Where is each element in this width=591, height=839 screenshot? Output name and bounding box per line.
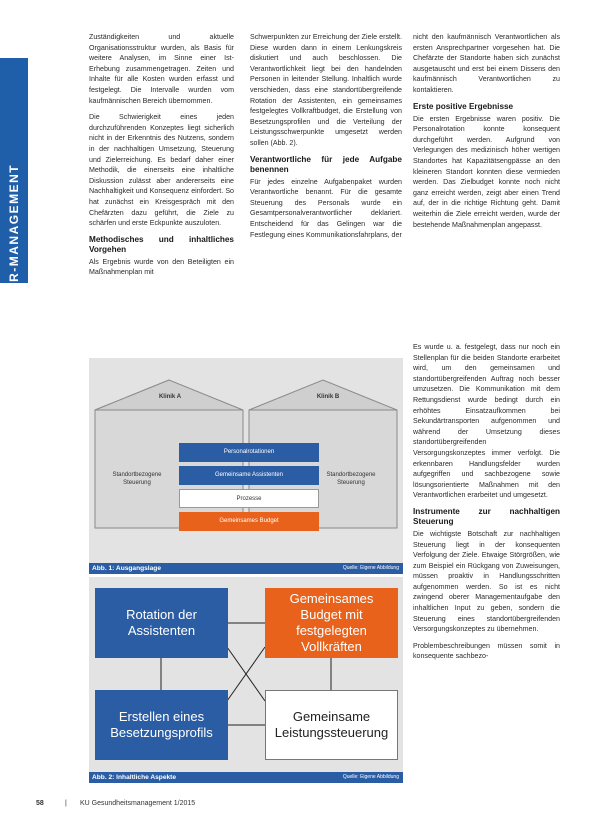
- bar-budget: Gemeinsames Budget: [179, 512, 319, 531]
- footer-separator: |: [65, 800, 67, 807]
- figure-2-caption-bar: [89, 772, 403, 783]
- section-heading: Instrumente zur nachhaltigen Steuerung: [413, 506, 560, 526]
- figure-1-caption: Abb. 1: Ausgangslage: [92, 565, 161, 572]
- paragraph: Es wurde u. a. festgelegt, dass nur noch ein Stellenplan für die beiden Standorte erarbeitet wird, um den gemeinsamen und standortübergreifenden Auftrag noch besser umzusetzen. Die Kommunikation mit dem Rettungsdienst wurde bedingt durch ein erhöhtes Einsatzaufkommen bei Sekundärtransporten aufgenommen und während der Umsetzung dieses standortübergreifenden Versorgungskonzeptes immer verfolgt. Die erkennbaren Handlungsfelder wurden aufgegriffen und sachbezogene sowie lösungsorientierte Maßnahmen mit den Verantwortlichen erarbeitet und umgesetzt.: [413, 343, 560, 500]
- paragraph: Die wichtigste Botschaft zur nachhaltigen Steuerung liegt in der konsequenten Verfolgung der Ziele. Etwaige Störgrößen, wie zum Beispiel ein Rückgang von Zuweisungen, müssen proaktiv in Handlungsschritten aufgenommen werden. So ist es nicht zwingend oberer Managementaufgabe den inhaltlichen Input zu geben, sondern die Steuerung eines standortübergreifenden Versorgungskonzeptes zu übernehmen.: [413, 529, 560, 634]
- aspect-budget: Gemeinsames Budget mit festgelegten Vollkräften: [265, 588, 398, 658]
- paragraph: Schwerpunkten zur Erreichung der Ziele erstellt. Diese wurden dann in einem Lenkungskreis diskutiert und auch beschlossen. Die Verantwortlichkeit liegt bei den handelnden Personen in leitender Stellung. Inhaltlich wurde verschieden, dass eine standortübergreifende Rotation der Assistenten, ein gemeinsames festgelegtes Vollkraftbudget, die Erstellung von Besetzungsprofilen und die Verteilung der Leistungsschwerpunkte umgesetzt werden sollen (Abb. 2).: [250, 33, 402, 147]
- aspect-rotation: Rotation der Assistenten: [95, 588, 228, 658]
- figure-2: [89, 577, 403, 772]
- figure-1-source: Quelle: Eigene Abbildung: [342, 565, 399, 571]
- publication-name: KU Gesundheitsmanagement 1/2015: [80, 800, 196, 807]
- paragraph: Für jedes einzelne Aufgabenpaket wurden Verantwortliche benannt. Für die gesamte Steuerung des Personals wurde ein Gesamtpersonalverantwortlicher deklariert. Entscheidend für das Gelingen war die Festlegung eines Kommunikationsfahrplans, der: [250, 177, 402, 239]
- section-heading: Erste positive Ergebnisse: [413, 101, 514, 111]
- klinik-a-label: Klinik A: [158, 394, 182, 400]
- figure-2-caption: Abb. 2: Inhaltliche Aspekte: [92, 774, 177, 781]
- paragraph: Die Schwierigkeit eines jeden durchzuführenden Konzeptes liegt sicherlich nicht in der Erkenntnis des Nutzens, sondern in der nachhaltigen Umsetzung, Steuerung und Zielerreichung. Es bedarf daher einer Methodik, die einerseits eine inhaltliche Diskussion zulässt aber andererseits eine Nachhaltigkeit und Konsequenz einfordert. So hat zunächst ein Kreisgespräch mit den Chefärzten dazu geführt, die Ziele zu schärfen und erste Eckpunkte auszuloten.: [89, 113, 234, 228]
- figure-1-caption-bar: [89, 563, 403, 574]
- paragraph: Die ersten Ergebnisse waren positiv. Die Personalrotation konnte konsequent durchgeführt werden. Aufgrund von Verlegungen des medizinisch höher wertigen Standortes hat Kapazitätsengpässe an den kleineren Standort konnten diese vermieden werden. Das Zielbudget konnte noch nicht ganz erreicht werden, zeigt aber einen Trend auf, der in die richtige Richtung geht. Damit weiterhin die Ziele erreicht werden, wurde der bestehende Maßnahmenplan angepasst.: [413, 114, 560, 229]
- paragraph: Problembeschreibungen müssen somit in konsequente sachbezo-: [413, 641, 560, 661]
- right-steering-box: Standortbezogene Steuerung: [326, 472, 376, 486]
- section-tab: [0, 58, 28, 293]
- aspect-leistungssteuerung: Gemeinsame Leistungssteuerung: [265, 690, 398, 760]
- column-1: [89, 32, 234, 284]
- aspect-besetzungsprofil: Erstellen eines Besetzungsprofils: [95, 690, 228, 760]
- paragraph: Zuständigkeiten und aktuelle Organisationsstruktur wurden, als Basis für weitere Analysen, im Sinne einer Ist-Erhebung zusammengetragen. Zeiten und Inhalte für alle Kosten wurden erfasst und festgelegt. Die Intervalle wurden vom kaufmännischen Bereich übernommen.: [89, 33, 234, 105]
- bar-assistenten: Gemeinsame Assistenten: [179, 466, 319, 485]
- section-heading: Verantwortliche für jede Aufgabe benennen: [250, 154, 402, 174]
- column-3-top: [413, 32, 560, 236]
- left-steering-box: Standortbezogene Steuerung: [112, 472, 162, 486]
- klinik-b-label: Klinik B: [316, 394, 340, 400]
- figure-2-source: Quelle: Eigene Abbildung: [342, 774, 399, 780]
- section-label: HR-MANAGEMENT: [7, 163, 21, 293]
- column-3-bottom: [413, 342, 560, 668]
- paragraph: nicht den kaufmännisch Verantwortlichen als ersten Ansprechpartner vorgesehen hat. Die Chefärzte der Standorte haben sich zunächst ausgetauscht und erst bei einem Dissens den kaufmännisch Verantwortlichen zu kontaktieren.: [413, 33, 560, 94]
- column-2: [250, 32, 402, 246]
- paragraph: Als Ergebnis wurde von den Beteiligten ein Maßnahmenplan mit: [89, 257, 234, 277]
- page-number: 58: [36, 800, 44, 807]
- section-heading: Methodisches und inhaltliches Vorgehen: [89, 234, 234, 254]
- figure-1: [89, 358, 403, 563]
- bar-personalrotation: Personalrotationen: [179, 443, 319, 462]
- bar-prozesse: Prozesse: [179, 489, 319, 508]
